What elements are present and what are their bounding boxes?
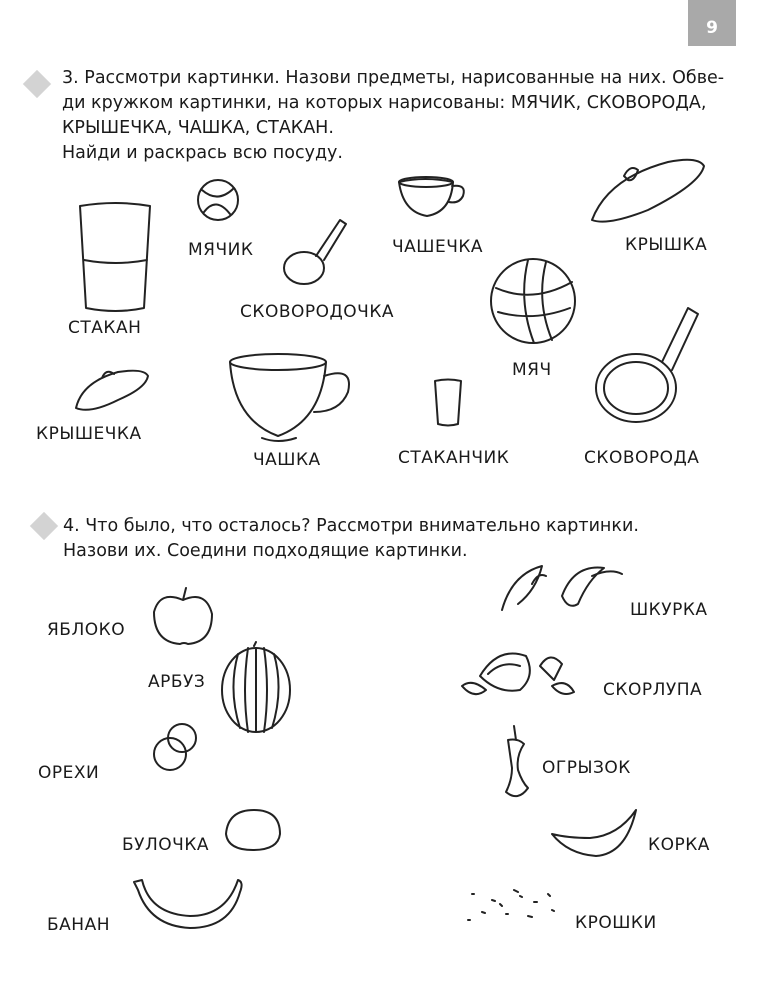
task-3-line: КРЫШЕЧКА, ЧАШКА, СТАКАН.	[62, 118, 334, 138]
crumbs-picture	[462, 884, 562, 928]
task-3-line: ди кружком картинки, на которых нарисованы: МЯЧИК, СКОВОРОДА,	[62, 93, 707, 113]
small-cup-picture	[395, 174, 471, 222]
label-core: ОГРЫЗОК	[542, 758, 631, 778]
cup-picture	[226, 350, 356, 445]
task-3-marker-icon	[23, 70, 51, 98]
big-lid-picture	[588, 148, 708, 228]
task-3-line: Найди и раскрась всю посуду.	[62, 143, 343, 163]
apple-picture	[150, 586, 216, 648]
small-pan-picture	[282, 212, 352, 292]
apple-core-picture	[500, 722, 534, 806]
peel-picture	[498, 560, 628, 616]
label-nuts: ОРЕХИ	[38, 763, 100, 783]
task-3-line: 3. Рассмотри картинки. Назови предметы, нарисованные на них. Обве-	[62, 68, 725, 88]
label-apple: ЯБЛОКО	[47, 620, 126, 640]
watermelon-picture	[218, 640, 294, 736]
label-small-lid: КРЫШЕЧКА	[36, 424, 142, 444]
label-small-ball: МЯЧИК	[188, 240, 254, 260]
task-4-marker-icon	[30, 512, 58, 540]
label-glass: СТАКАН	[68, 318, 142, 338]
small-ball-picture	[196, 178, 240, 222]
label-small-pan: СКОВОРОДОЧКА	[240, 302, 395, 322]
label-crumbs: КРОШКИ	[575, 913, 657, 933]
page-number: 9	[688, 0, 736, 46]
label-watermelon: АРБУЗ	[148, 672, 206, 692]
task-4-line: 4. Что было, что осталось? Рассмотри внимательно картинки.	[63, 516, 639, 536]
label-small-cup: ЧАШЕЧКА	[392, 237, 484, 257]
label-bun: БУЛОЧКА	[122, 835, 210, 855]
label-shell: СКОРЛУПА	[603, 680, 703, 700]
rind-picture	[548, 806, 640, 862]
ball-picture	[488, 256, 578, 346]
label-rind: КОРКА	[648, 835, 710, 855]
banana-picture	[130, 876, 245, 934]
label-small-glass: СТАКАНЧИК	[398, 448, 510, 468]
label-peel: ШКУРКА	[630, 600, 708, 620]
label-banana: БАНАН	[47, 915, 110, 935]
glass-picture	[76, 200, 156, 315]
task-4-line: Назови их. Соедини подходящие картинки.	[63, 541, 468, 561]
label-big-lid: КРЫШКА	[625, 235, 708, 255]
label-cup: ЧАШКА	[253, 450, 321, 470]
shell-picture	[458, 640, 584, 704]
nuts-picture	[150, 720, 200, 774]
label-ball: МЯЧ	[512, 360, 552, 380]
task-4-text	[63, 514, 639, 564]
label-pan: СКОВОРОДА	[584, 448, 700, 468]
small-lid-picture	[72, 360, 152, 416]
pan-picture	[592, 300, 712, 430]
bun-picture	[222, 806, 284, 854]
small-glass-picture	[432, 378, 464, 428]
